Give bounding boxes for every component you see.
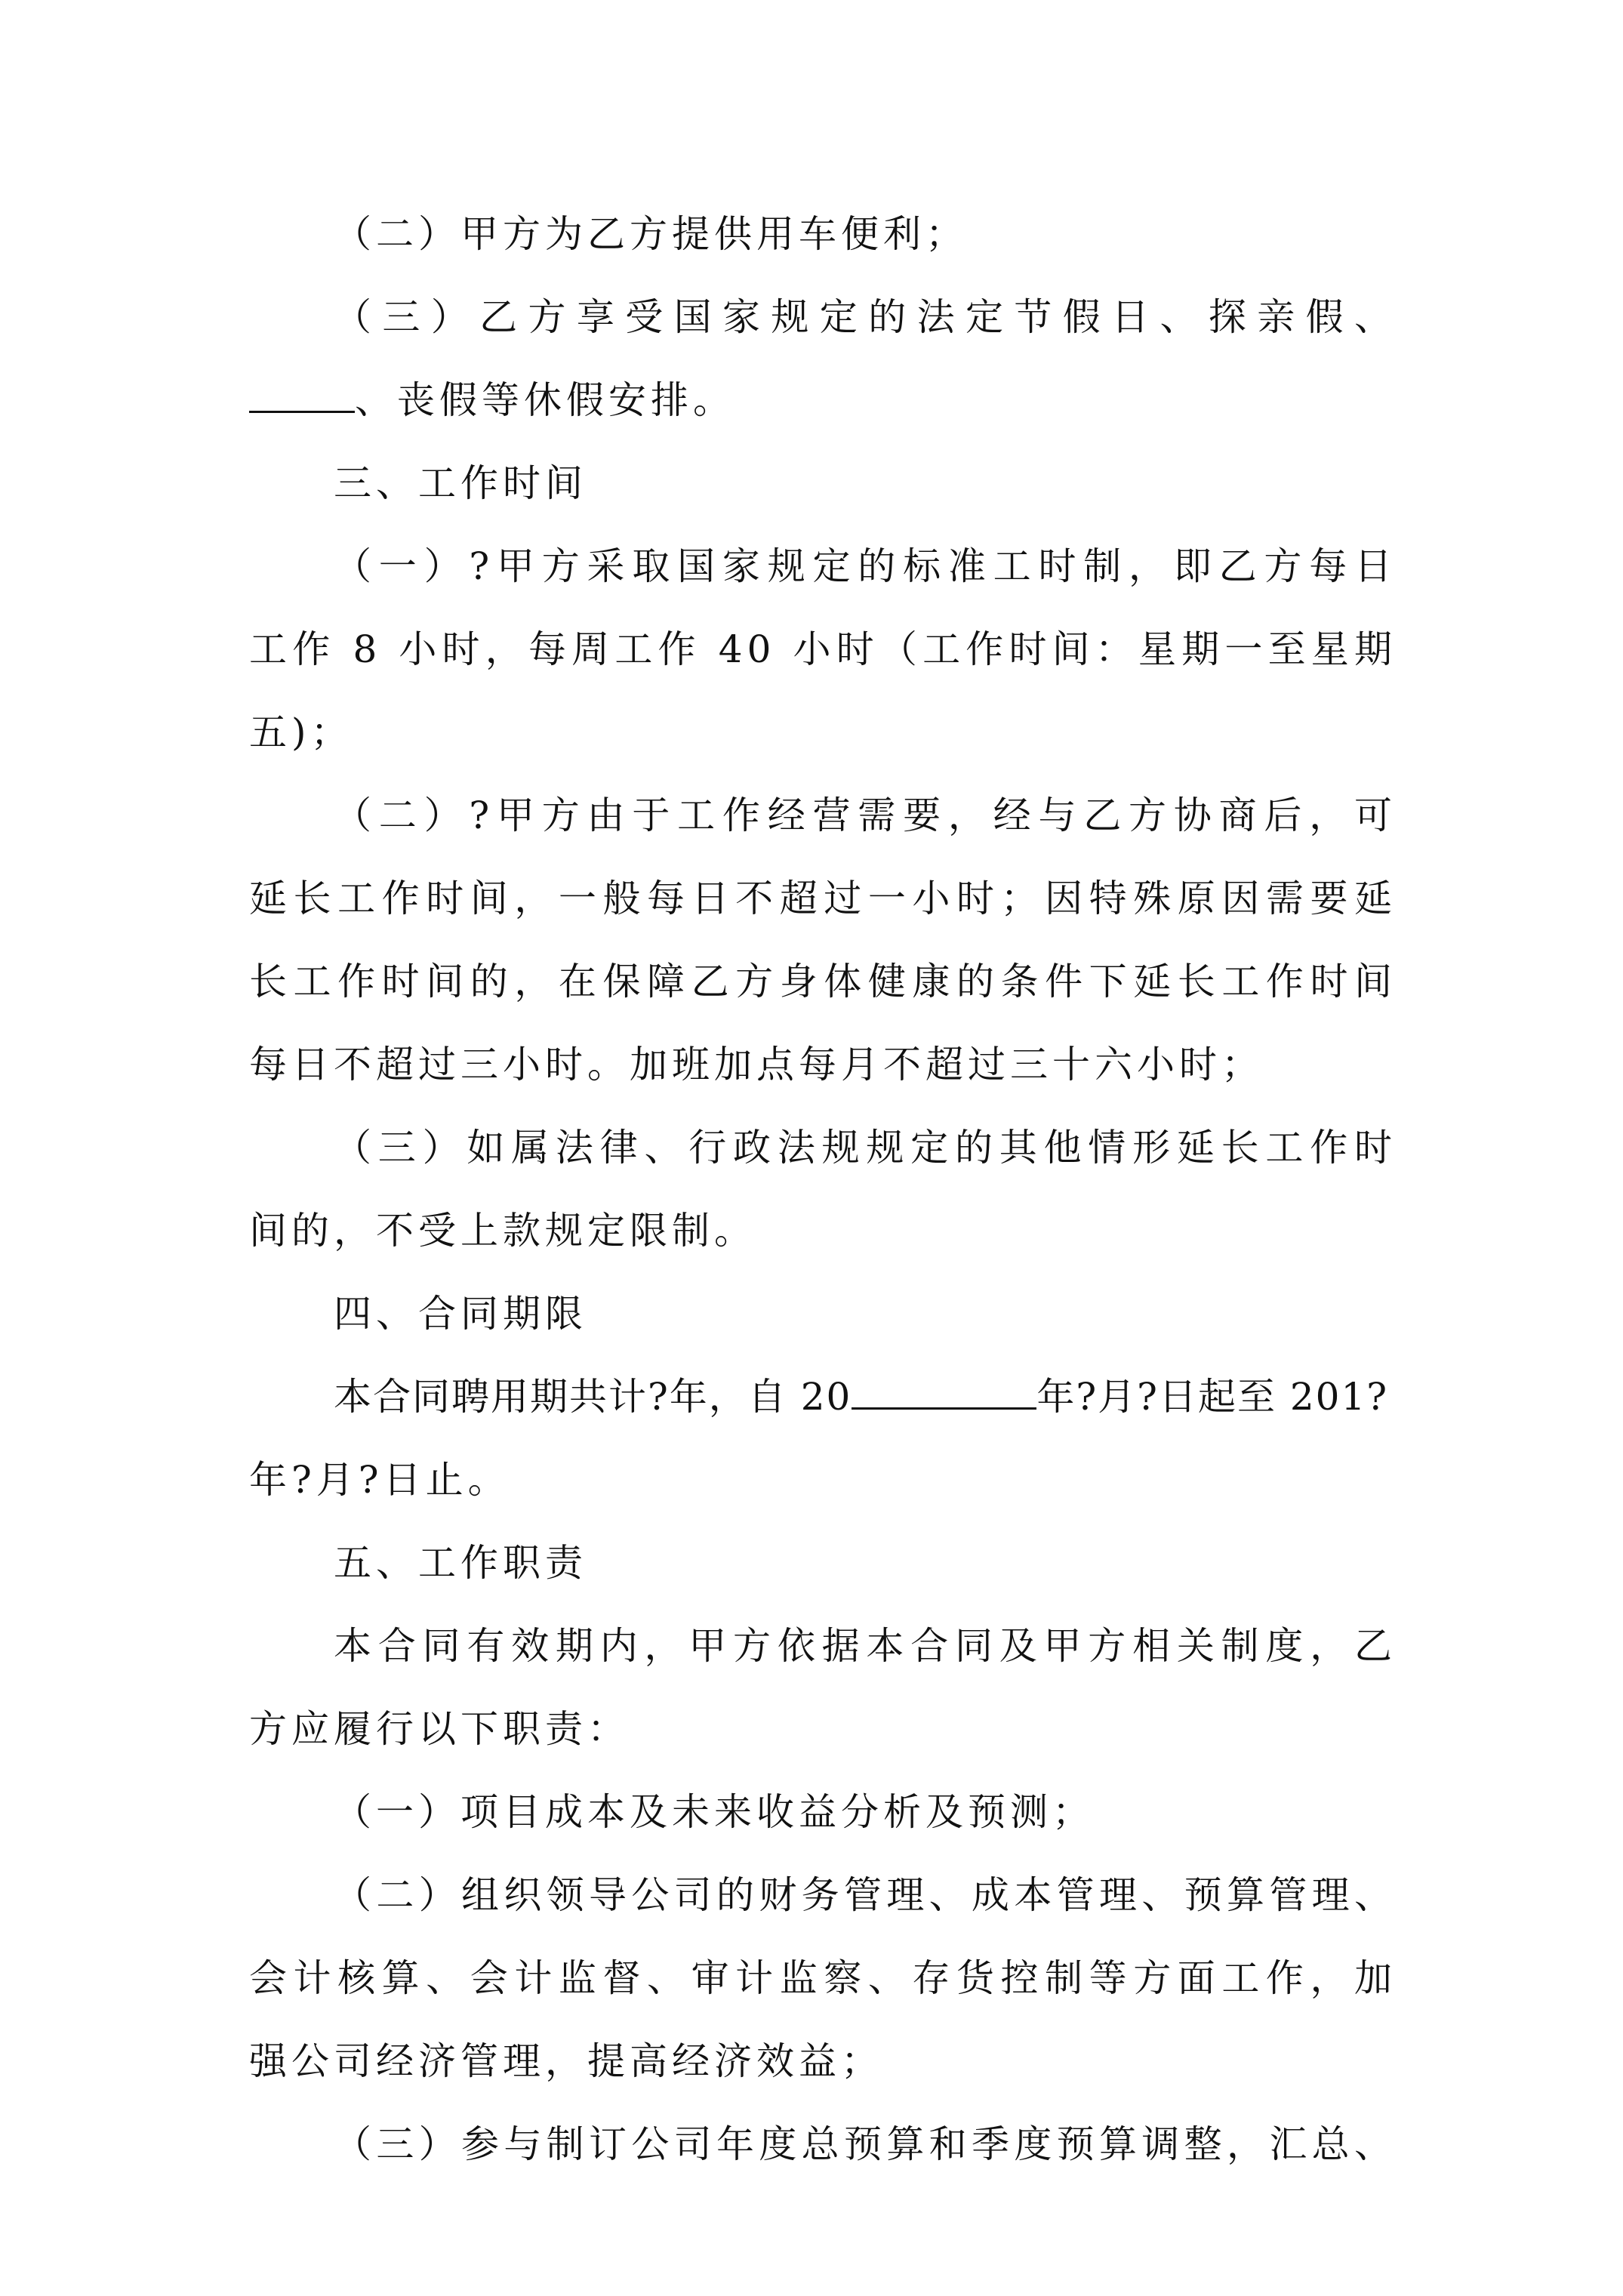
paragraph-line: （三）如属法律、行政法规规定的其他情形延长工作时	[334, 1126, 1397, 1170]
section-heading: 五、工作职责	[334, 1541, 587, 1585]
list-item: （三）参与制订公司年度总预算和季度预算调整，汇总、	[334, 2122, 1397, 2166]
paragraph-line	[249, 362, 1397, 438]
paragraph-line: 强公司经济管理，提高经济效益；	[249, 2039, 883, 2083]
paragraph-line: （三）乙方享受国家规定的法定节假日、探亲假、	[334, 295, 1397, 339]
paragraph-line: 延长工作时间，一般每日不超过一小时；因特殊原因需要延	[249, 877, 1397, 920]
paragraph-line: 年?月?日止。	[249, 1458, 510, 1502]
line-text: 本合同聘用期共计?年，自 20	[334, 1375, 852, 1419]
paragraph-line: 工作 8 小时，每周工作 40 小时（工作时间：星期一至星期	[249, 627, 1397, 671]
paragraph-line	[334, 1359, 1397, 1435]
fill-in-blank	[852, 1370, 1036, 1410]
paragraph-line: （二）?甲方由于工作经营需要，经与乙方协商后，可	[334, 794, 1397, 837]
list-item: （二）组织领导公司的财务管理、成本管理、预算管理、	[334, 1873, 1397, 1917]
paragraph-line: 长工作时间的，在保障乙方身体健康的条件下延长工作时间	[249, 960, 1397, 1003]
section-heading: 三、工作时间	[334, 461, 587, 505]
paragraph-line: 方应履行以下职责：	[249, 1707, 630, 1751]
section-heading: 四、合同期限	[334, 1292, 587, 1336]
paragraph-line: 间的，不受上款规定限制。	[249, 1209, 756, 1253]
paragraph-line: 会计核算、会计监督、审计监察、存货控制等方面工作，加	[249, 1956, 1397, 2000]
paragraph-line: （二）甲方为乙方提供用车便利；	[334, 212, 968, 256]
paragraph-line: 每日不超过三小时。加班加点每月不超过三十六小时；	[249, 1043, 1264, 1086]
paragraph-line: （一）?甲方采取国家规定的标准工时制，即乙方每日	[334, 544, 1397, 588]
line-text: 、丧假等休假安排。	[355, 378, 735, 422]
line-text: 年?月?日起至 201?	[1036, 1375, 1389, 1419]
list-item: （一）项目成本及未来收益分析及预测；	[334, 1790, 1095, 1834]
fill-in-blank	[249, 373, 355, 413]
paragraph-line: 本合同有效期内，甲方依据本合同及甲方相关制度，乙	[334, 1624, 1397, 1668]
paragraph-line: 五)；	[249, 710, 353, 754]
